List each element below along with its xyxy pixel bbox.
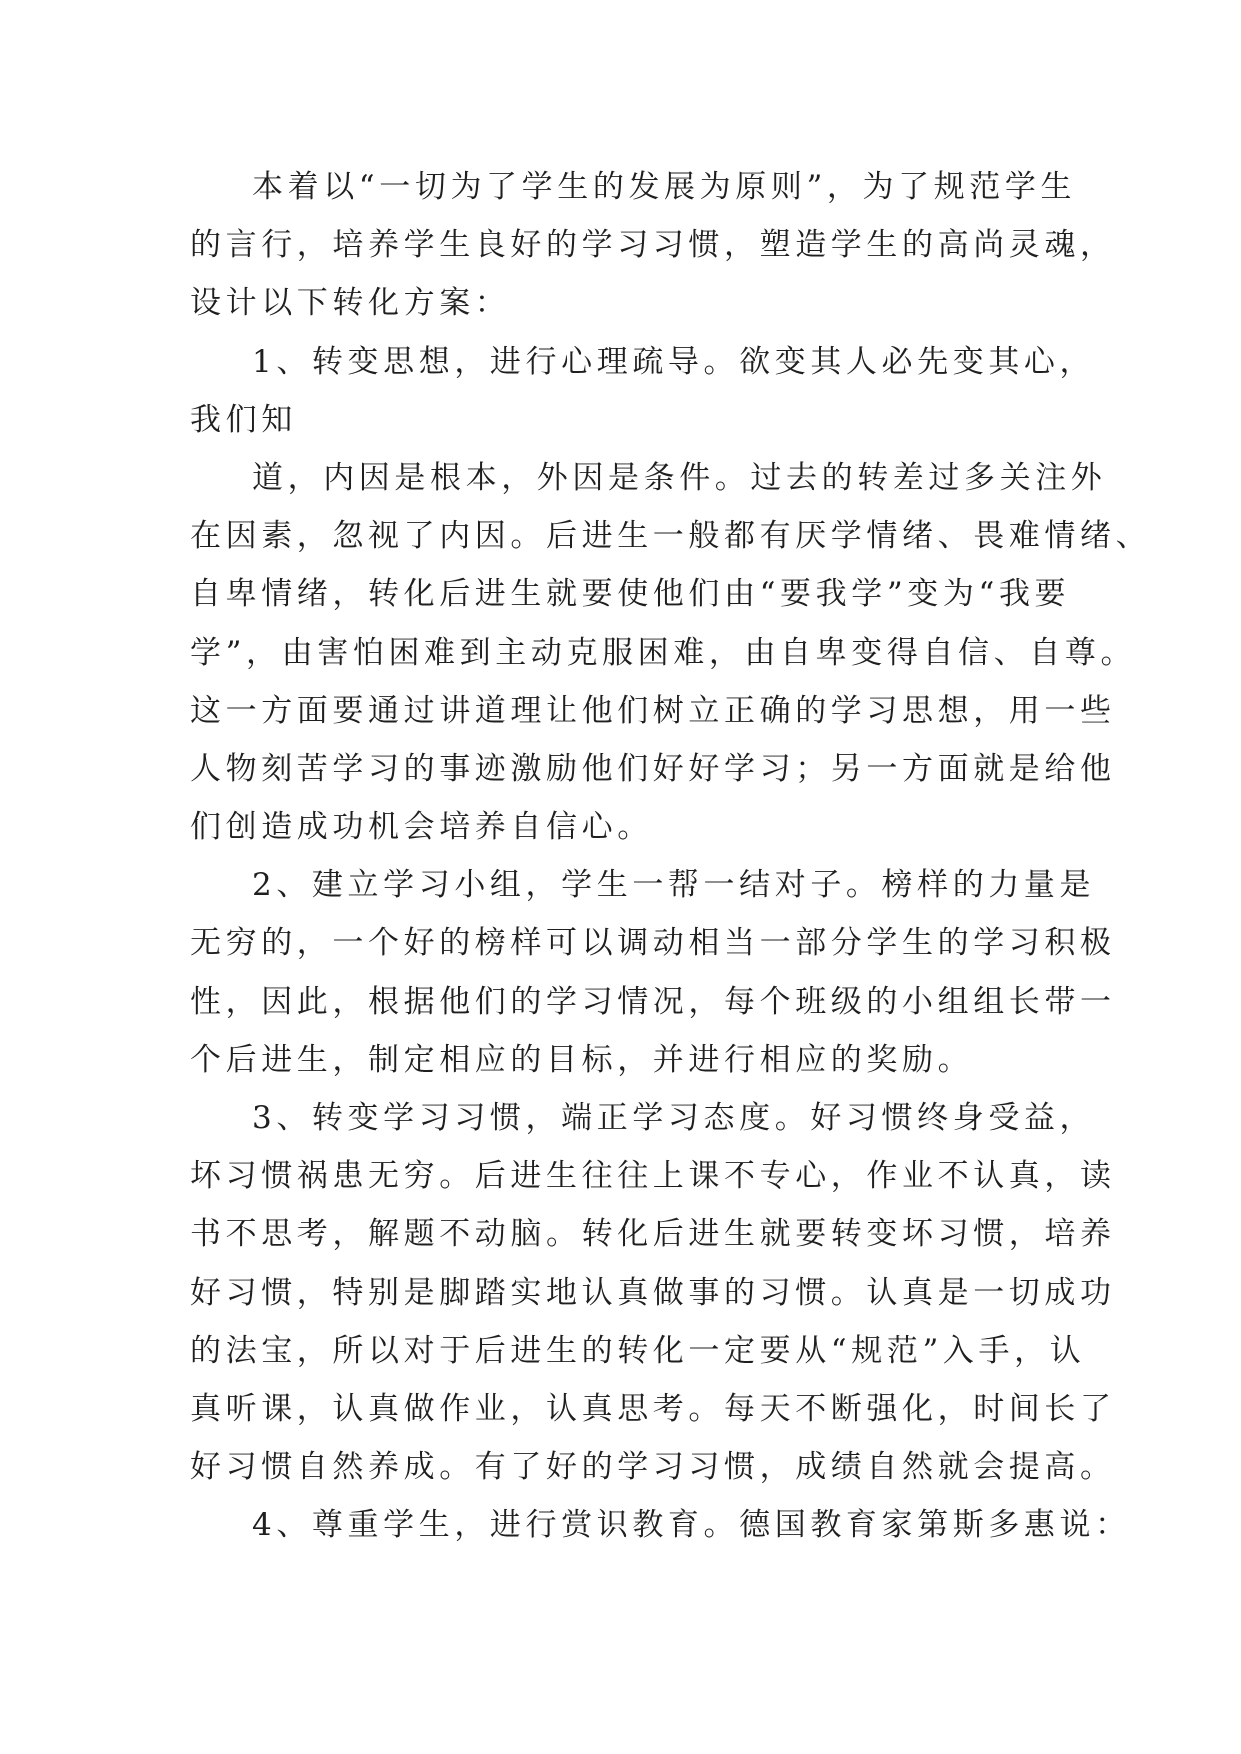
- text-line: 们创造成功机会培养自信心。: [190, 809, 653, 846]
- text-line: 4、尊重学生，进行赏识教育。德国教育家第斯多惠说：: [252, 1507, 1131, 1544]
- text-line: 自卑情绪，转化后进生就要使他们由“要我学”变为“我要: [190, 576, 1071, 613]
- text-line: 的言行，培养学生良好的学习习惯，塑造学生的高尚灵魂，: [190, 227, 1116, 264]
- text-line: 我们知: [190, 401, 297, 438]
- text-line: 2、建立学习小组，学生一帮一结对子。榜样的力量是: [252, 867, 1096, 904]
- text-line: 真听课，认真做作业，认真思考。每天不断强化，时间长了: [190, 1390, 1116, 1427]
- text-line: 道，内因是根本，外因是条件。过去的转差过多关注外: [252, 459, 1107, 496]
- text-line: 无穷的，一个好的榜样可以调动相当一部分学生的学习积极: [190, 925, 1116, 962]
- body-text: [190, 158, 1152, 1555]
- text-line: 人物刻苦学习的事迹激励他们好好学习；另一方面就是给他: [190, 750, 1116, 787]
- text-line: 本着以“一切为了学生的发展为原则”，为了规范学生: [252, 169, 1077, 205]
- text-line: 1、转变思想，进行心理疏导。欲变其人必先变其心，: [252, 343, 1096, 380]
- text-line: 学”，由害怕困难到主动克服困难，由自卑变得自信、自尊。: [190, 634, 1137, 671]
- text-line: 好习惯自然养成。有了好的学习习惯，成绩自然就会提高。: [190, 1449, 1116, 1486]
- text-line: 这一方面要通过讲道理让他们树立正确的学习思想，用一些: [190, 692, 1116, 729]
- text-line: 3、转变学习习惯，端正学习态度。好习惯终身受益，: [252, 1100, 1096, 1136]
- text-line: 坏习惯祸患无穷。后进生往往上课不专心，作业不认真，读: [190, 1158, 1116, 1195]
- text-line: 的法宝，所以对于后进生的转化一定要从“规范”入手，认: [190, 1332, 1086, 1369]
- text-line: 在因素，忽视了内因。后进生一般都有厌学情绪、畏难情绪、: [190, 518, 1152, 555]
- text-line: 个后进生，制定相应的目标，并进行相应的奖励。: [190, 1041, 974, 1078]
- text-line: 设计以下转化方案：: [190, 285, 511, 322]
- text-line: 好习惯，特别是脚踏实地认真做事的习惯。认真是一切成功: [190, 1274, 1116, 1311]
- text-line: 性，因此，根据他们的学习情况，每个班级的小组组长带一: [190, 983, 1116, 1020]
- text-line: 书不思考，解题不动脑。转化后进生就要转变坏习惯，培养: [190, 1216, 1116, 1253]
